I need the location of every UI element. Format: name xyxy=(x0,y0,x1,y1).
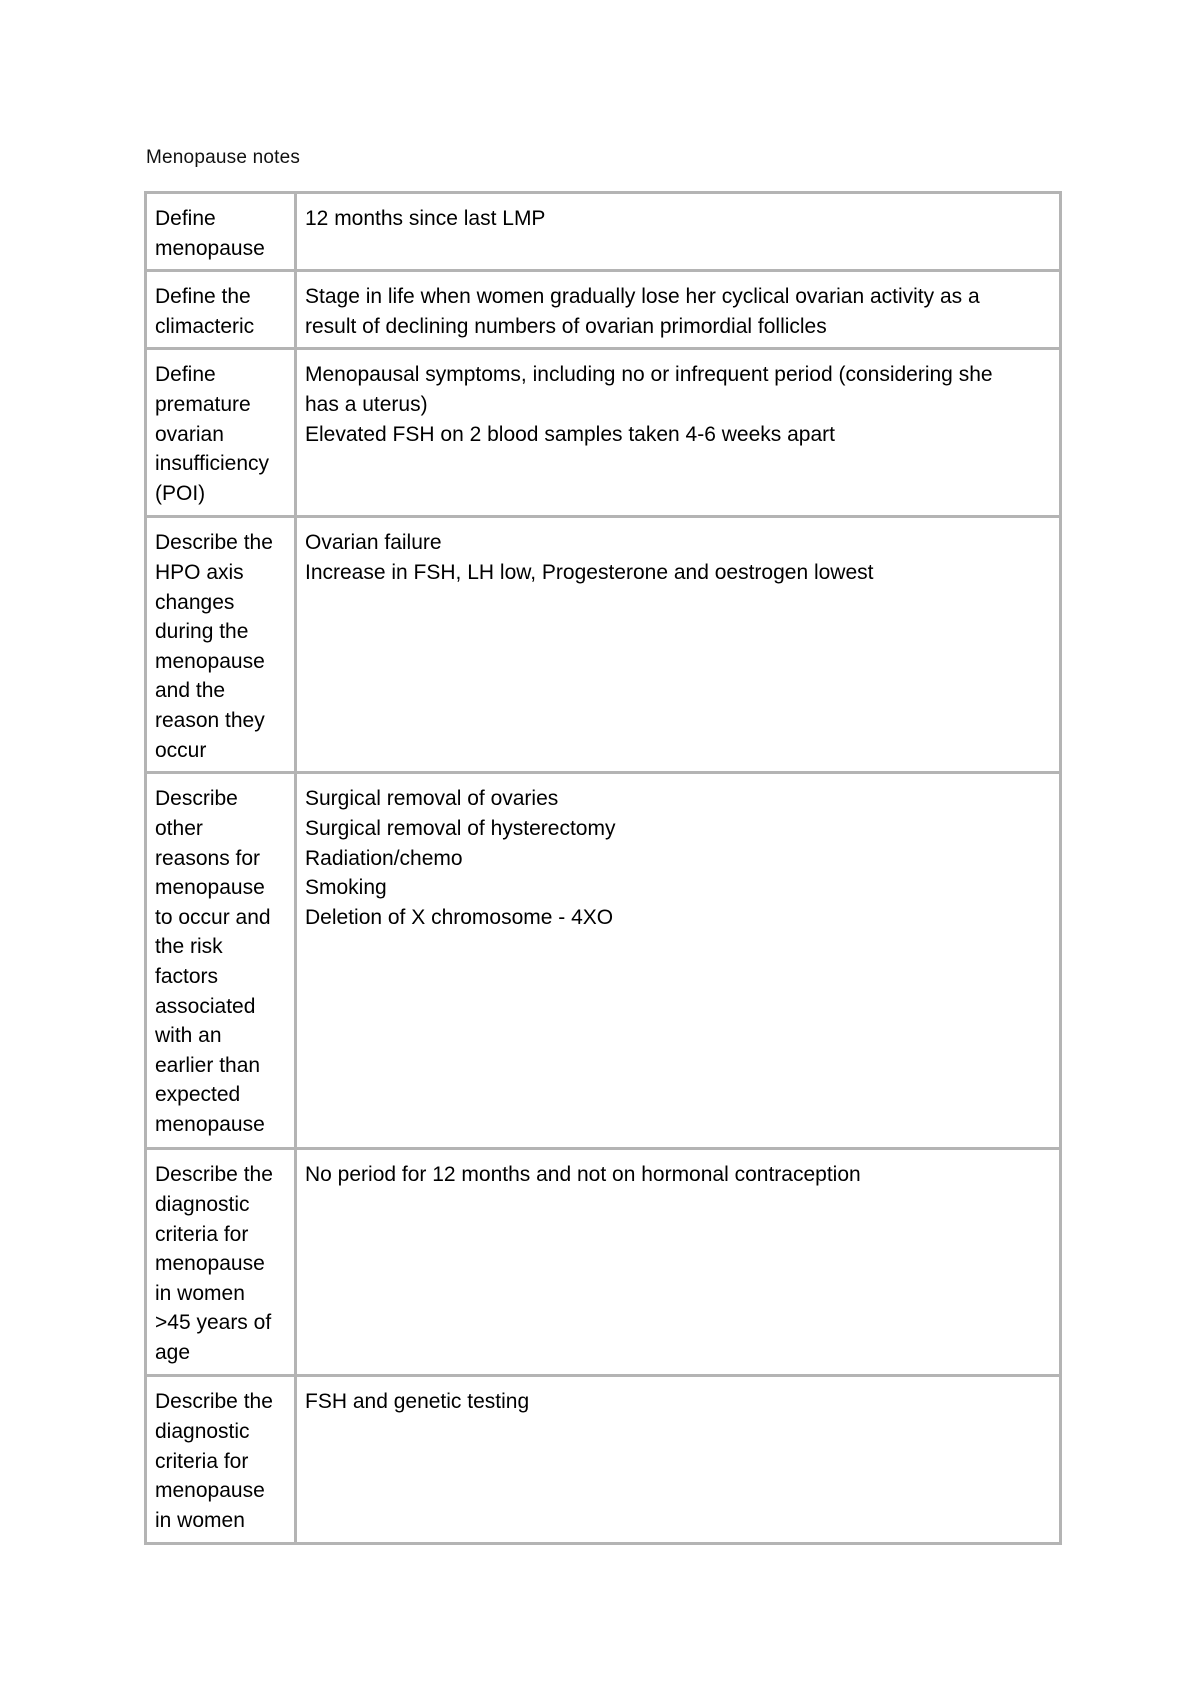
question-line: Describe the xyxy=(155,531,273,555)
question-line: with an xyxy=(155,1024,222,1048)
question-line: in women xyxy=(155,1508,245,1532)
question-cell xyxy=(146,349,296,517)
answer-line: FSH and genetic testing xyxy=(305,1390,530,1414)
answer-cell xyxy=(296,1149,1061,1376)
question-line: ovarian xyxy=(155,422,224,446)
answer-line: Elevated FSH on 2 blood samples taken 4-6 weeks apart xyxy=(305,422,835,446)
answer-line: No period for 12 months and not on hormonal contraception xyxy=(305,1163,861,1187)
answer-line: Ovarian failure xyxy=(305,531,442,555)
answer-cell xyxy=(296,271,1061,349)
question-line: Describe the xyxy=(155,1163,273,1187)
question-line: factors xyxy=(155,964,219,988)
document-title: Menopause notes xyxy=(146,147,301,168)
question-line: occur xyxy=(155,738,207,762)
question-line: reason they xyxy=(155,708,265,732)
question-line: (POI) xyxy=(155,481,206,505)
question-line: diagnostic xyxy=(155,1192,250,1216)
question-line: menopause xyxy=(155,876,265,900)
question-line: to occur and xyxy=(155,905,271,929)
question-line: HPO axis xyxy=(155,560,244,584)
notes-table-body xyxy=(146,193,1061,1544)
answer-cell xyxy=(296,773,1061,1149)
question-line: >45 years of xyxy=(155,1311,272,1335)
question-line: earlier than xyxy=(155,1053,261,1077)
question-line: criteria for xyxy=(155,1449,249,1473)
table-row xyxy=(146,349,1061,517)
question-line: menopause xyxy=(155,1479,265,1503)
answer-line: Surgical removal of ovaries xyxy=(305,787,559,811)
question-line: other xyxy=(155,816,203,840)
question-line: expected xyxy=(155,1083,241,1107)
answer-cell xyxy=(296,349,1061,517)
question-cell xyxy=(146,271,296,349)
question-line: during the xyxy=(155,620,249,644)
answer-line: Stage in life when women gradually lose her cyclical ovarian activity as a xyxy=(305,285,980,309)
question-line: and the xyxy=(155,679,226,703)
answer-line: Menopausal symptoms, including no or infrequent period (considering she xyxy=(305,363,993,387)
table-row xyxy=(146,1149,1061,1376)
question-line: Define xyxy=(155,363,216,387)
question-cell xyxy=(146,517,296,773)
answer-line: Radiation/chemo xyxy=(305,846,463,870)
table-row xyxy=(146,271,1061,349)
answer-line: result of declining numbers of ovarian primordial follicles xyxy=(305,314,827,338)
question-line: age xyxy=(155,1340,191,1364)
answer-line: Increase in FSH, LH low, Progesterone and oestrogen lowest xyxy=(305,560,874,584)
question-cell xyxy=(146,773,296,1149)
answer-cell xyxy=(296,1376,1061,1544)
table-row xyxy=(146,517,1061,773)
table-row xyxy=(146,773,1061,1149)
question-line: menopause xyxy=(155,1112,265,1136)
answer-line: Smoking xyxy=(305,876,387,900)
question-cell xyxy=(146,193,296,271)
question-line: Define the xyxy=(155,285,251,309)
question-line: Define xyxy=(155,207,216,230)
question-line: menopause xyxy=(155,236,265,260)
answer-line: 12 months since last LMP xyxy=(305,207,546,230)
question-line: Describe xyxy=(155,787,238,811)
answer-line: has a uterus) xyxy=(305,392,428,416)
question-line: changes xyxy=(155,590,235,614)
question-line: menopause xyxy=(155,1252,265,1276)
notes-table xyxy=(144,191,1062,1545)
question-cell xyxy=(146,1149,296,1376)
question-cell xyxy=(146,1376,296,1544)
question-line: climacteric xyxy=(155,314,255,338)
question-line: menopause xyxy=(155,649,265,673)
answer-line: Surgical removal of hysterectomy xyxy=(305,816,616,840)
question-line: insufficiency xyxy=(155,452,270,476)
answer-cell xyxy=(296,193,1061,271)
question-line: Describe the xyxy=(155,1390,273,1414)
question-line: associated xyxy=(155,994,256,1018)
question-line: the risk xyxy=(155,935,223,959)
answer-cell xyxy=(296,517,1061,773)
answer-line: Deletion of X chromosome - 4XO xyxy=(305,905,614,929)
table-row xyxy=(146,1376,1061,1544)
question-line: premature xyxy=(155,392,251,416)
question-line: reasons for xyxy=(155,846,261,870)
table-row xyxy=(146,193,1061,271)
question-line: diagnostic xyxy=(155,1419,250,1443)
question-line: in women xyxy=(155,1281,245,1305)
question-line: criteria for xyxy=(155,1222,249,1246)
